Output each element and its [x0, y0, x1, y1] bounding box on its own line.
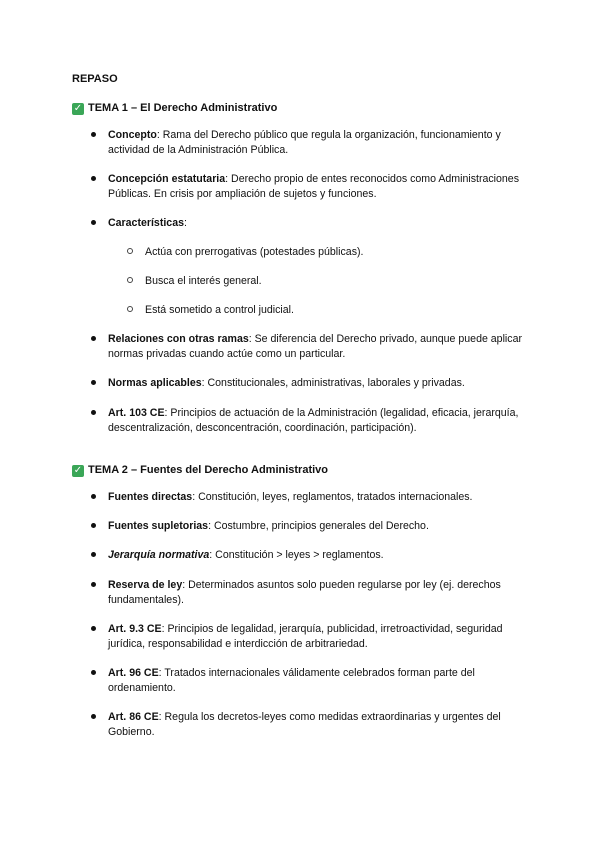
bullet-icon — [90, 376, 98, 384]
list-item-relaciones — [108, 332, 528, 362]
check-mark-icon: ✓ — [73, 102, 83, 114]
item-term: Art. 86 CE — [108, 711, 159, 723]
item-text: : Determinados asuntos solo pueden regularse por ley (ej. derechos fundamentales). — [108, 579, 501, 606]
item-text: : Constitucionales, administrativas, laborales y privadas. — [201, 377, 465, 389]
sub-bullet-icon — [127, 245, 135, 253]
list-item-fuentes-directas — [108, 490, 528, 505]
item-text: : Se diferencia del Derecho privado, aunque puede aplicar normas privadas cuando actúe como un particular. — [108, 333, 522, 360]
list-item-reserva-de-ley — [108, 578, 528, 608]
bullet-icon — [90, 710, 98, 718]
item-term: Normas aplicables — [108, 377, 202, 389]
item-term: Jerarquía normativa — [108, 549, 210, 561]
bullet-icon — [90, 666, 98, 674]
item-text: : Constitución, leyes, reglamentos, tratados internacionales. — [192, 491, 473, 503]
section-heading-tema2 — [72, 463, 328, 478]
item-text: : Principios de legalidad, jerarquía, publicidad, irretroactividad, seguridad jurídica, responsabilidad e interdicción de arbitrariedad. — [108, 623, 503, 650]
item-term: Concepción estatutaria — [108, 173, 226, 185]
section-heading-tema1 — [72, 101, 277, 116]
sub-list-item: Está sometido a control judicial. — [145, 304, 294, 316]
list-item-concepto — [108, 128, 528, 158]
sub-list-item: Actúa con prerrogativas (potestades públicas). — [145, 246, 364, 258]
item-term: Art. 103 CE — [108, 407, 165, 419]
item-term: Fuentes supletorias — [108, 520, 209, 532]
list-item-caracteristicas — [108, 216, 528, 231]
section-heading-text: TEMA 2 – Fuentes del Derecho Administrativo — [88, 464, 329, 476]
item-term: Art. 96 CE — [108, 667, 159, 679]
item-text: : Regula los decretos-leyes como medidas extraordinarias y urgentes del Gobierno. — [108, 711, 501, 738]
bullet-icon — [90, 548, 98, 556]
list-item-jerarquia-normativa — [108, 548, 528, 563]
item-text: : — [183, 217, 187, 229]
bullet-icon — [90, 578, 98, 586]
item-term: Características — [108, 217, 184, 229]
bullet-icon — [90, 490, 98, 498]
sub-list-item: Busca el interés general. — [145, 275, 262, 287]
bullet-icon — [90, 172, 98, 180]
document-title: REPASO — [72, 73, 118, 85]
item-text: : Costumbre, principios generales del Derecho. — [208, 520, 429, 532]
item-term: Relaciones con otras ramas — [108, 333, 249, 345]
item-text: : Constitución > leyes > reglamentos. — [209, 549, 384, 561]
item-text: : Tratados internacionales válidamente celebrados forman parte del ordenamiento. — [108, 667, 475, 694]
bullet-icon — [90, 332, 98, 340]
item-text: : Principios de actuación de la Administración (legalidad, eficacia, jerarquía, descentralización, desconcentración, coordinación, participación). — [108, 407, 519, 434]
item-text: : Rama del Derecho público que regula la organización, funcionamiento y actividad de la Administración Pública. — [108, 129, 501, 156]
check-mark-icon: ✓ — [73, 464, 83, 476]
bullet-icon — [90, 128, 98, 136]
list-item-art-86 — [108, 710, 528, 740]
sub-bullet-icon — [127, 274, 135, 282]
item-term: Art. 9.3 CE — [108, 623, 162, 635]
item-term: Reserva de ley — [108, 579, 183, 591]
item-term: Fuentes directas — [108, 491, 193, 503]
bullet-icon — [90, 216, 98, 224]
list-item-fuentes-supletorias — [108, 519, 528, 534]
list-item-normas-aplicables — [108, 376, 528, 391]
list-item-art-103 — [108, 406, 528, 436]
bullet-icon — [90, 519, 98, 527]
bullet-icon — [90, 622, 98, 630]
section-heading-text: TEMA 1 – El Derecho Administrativo — [88, 102, 278, 114]
item-term: Concepto — [108, 129, 157, 141]
list-item-concepcion-estatutaria — [108, 172, 528, 202]
sub-bullet-icon — [127, 303, 135, 311]
list-item-art-96 — [108, 666, 528, 696]
item-text: : Derecho propio de entes reconocidos como Administraciones Públicas. En crisis por ampliación de sujetos y funciones. — [108, 173, 519, 200]
bullet-icon — [90, 406, 98, 414]
list-item-art-9-3 — [108, 622, 528, 652]
